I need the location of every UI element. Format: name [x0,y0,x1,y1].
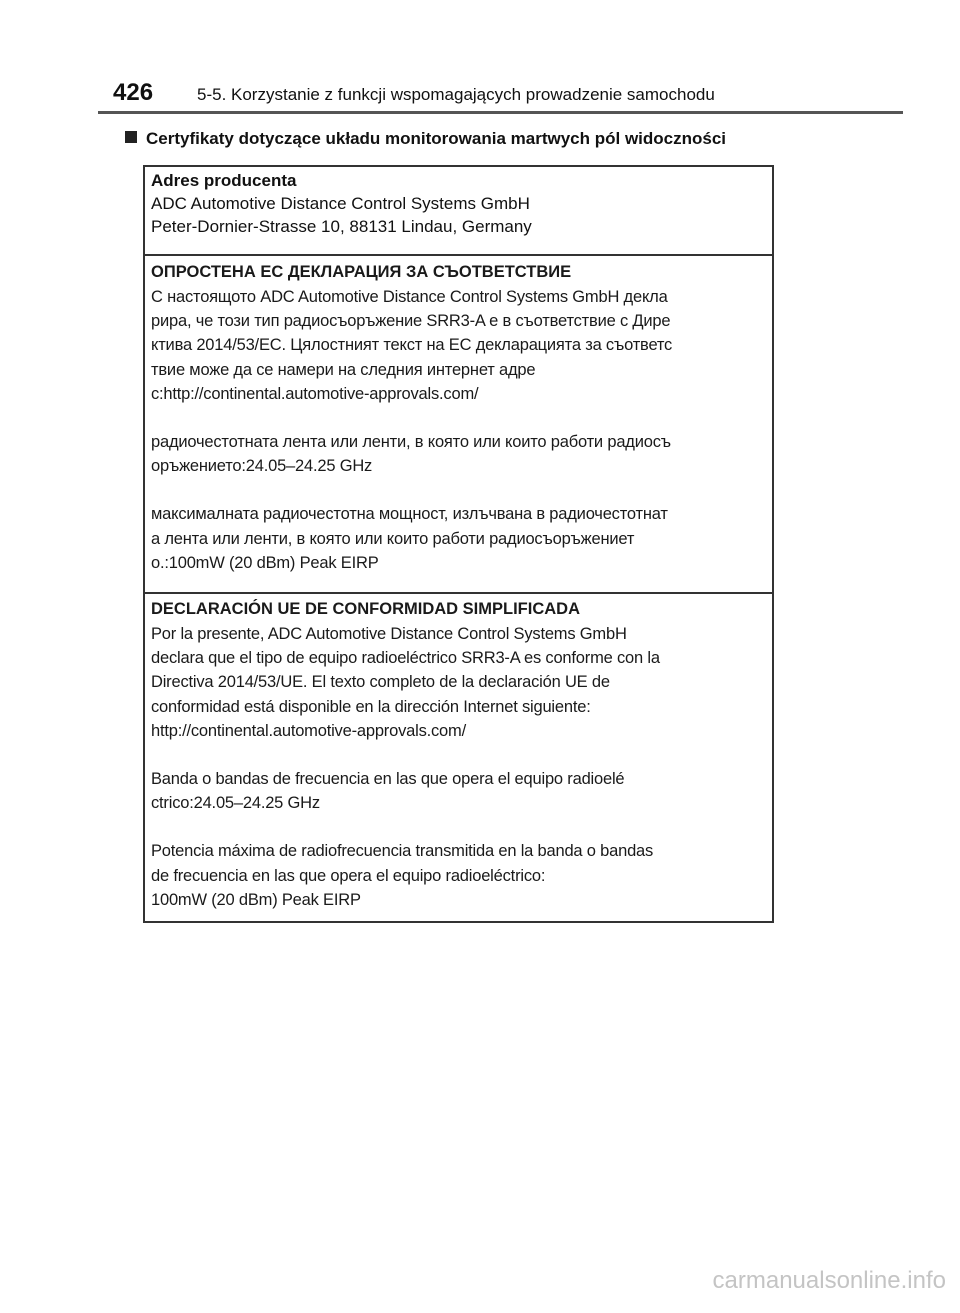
panel-divider [145,592,772,594]
declaration-line: рира, че този тип радиосъоръжение SRR3-A е в съответствие с Дире [151,312,671,331]
producer-panel [151,169,768,238]
bulgarian-declaration-panel [151,260,768,575]
square-bullet-icon [125,131,137,143]
declaration-line: максималната радиочестотна мощност, излъчвана в радиочестотнат [151,505,668,524]
declaration-line: ктива 2014/53/ЕС. Цялостният текст на ЕС декларацията за съответс [151,336,673,355]
declaration-line: а лента или ленти, в която или които работи радиосъоръжениет [151,529,635,548]
declaration-line: ctrico:24.05–24.25 GHz [151,794,320,813]
declaration-line: declara que el tipo de equipo radioeléctrico SRR3-A es conforme con la [151,649,660,668]
declaration-line: Banda o bandas de frecuencia en las que opera el equipo radioelé [151,770,625,789]
declaration-line: http://continental.automotive-approvals.com/ [151,721,466,740]
declaration-line: 100mW (20 dBm) Peak EIRP [151,890,361,909]
spanish-declaration-title: DECLARACIÓN UE DE CONFORMIDAD SIMPLIFICADA [151,600,580,618]
header-rule [98,111,903,114]
declaration-line: Por la presente, ADC Automotive Distance Control Systems GmbH [151,625,627,643]
page-number: 426 [113,79,154,106]
page-header [0,0,960,112]
spanish-declaration-panel [151,597,768,912]
declaration-line: С настоящото ADC Automotive Distance Control Systems GmbH декла [151,288,668,306]
chapter-title: 5-5. Korzystanie z funkcji wspomagających prowadzenie samochodu [197,85,715,104]
declaration-line: с:http://continental.automotive-approvals.com/ [151,384,479,403]
panel-divider [145,254,772,256]
declaration-line: оръжението:24.05–24.25 GHz [151,457,373,476]
declaration-line: Directiva 2014/53/UE. El texto completo de la declaración UE de [151,673,610,692]
declaration-line: твие може да се намери на следния интернет адре [151,360,536,379]
bulgarian-declaration-title: ОПРОСТЕНА ЕС ДЕКЛАРАЦИЯ ЗА СЪОТВЕТСТВИЕ [151,263,572,281]
declaration-line: conformidad está disponible en la dirección Internet siguiente: [151,697,591,716]
declaration-line: de frecuencia en las que opera el equipo radioeléctrico: [151,866,546,885]
watermark: carmanualsonline.info [712,1267,946,1294]
producer-line: Peter-Dornier-Strasse 10, 88131 Lindau, Germany [151,217,532,236]
producer-line: ADC Automotive Distance Control Systems GmbH [151,194,530,213]
declaration-line: о.:100mW (20 dBm) Peak EIRP [151,553,379,572]
section-heading [125,127,726,151]
producer-title: Adres producenta [151,171,297,190]
declaration-line: радиочестотната лента или ленти, в която или които работи радиосъ [151,433,671,452]
declaration-line: Potencia máxima de radiofrecuencia transmitida en la banda o bandas [151,842,654,861]
section-heading-text: Certyfikaty dotyczące układu monitorowania martwych pól widoczności [146,129,727,148]
certificate-box [143,165,774,923]
